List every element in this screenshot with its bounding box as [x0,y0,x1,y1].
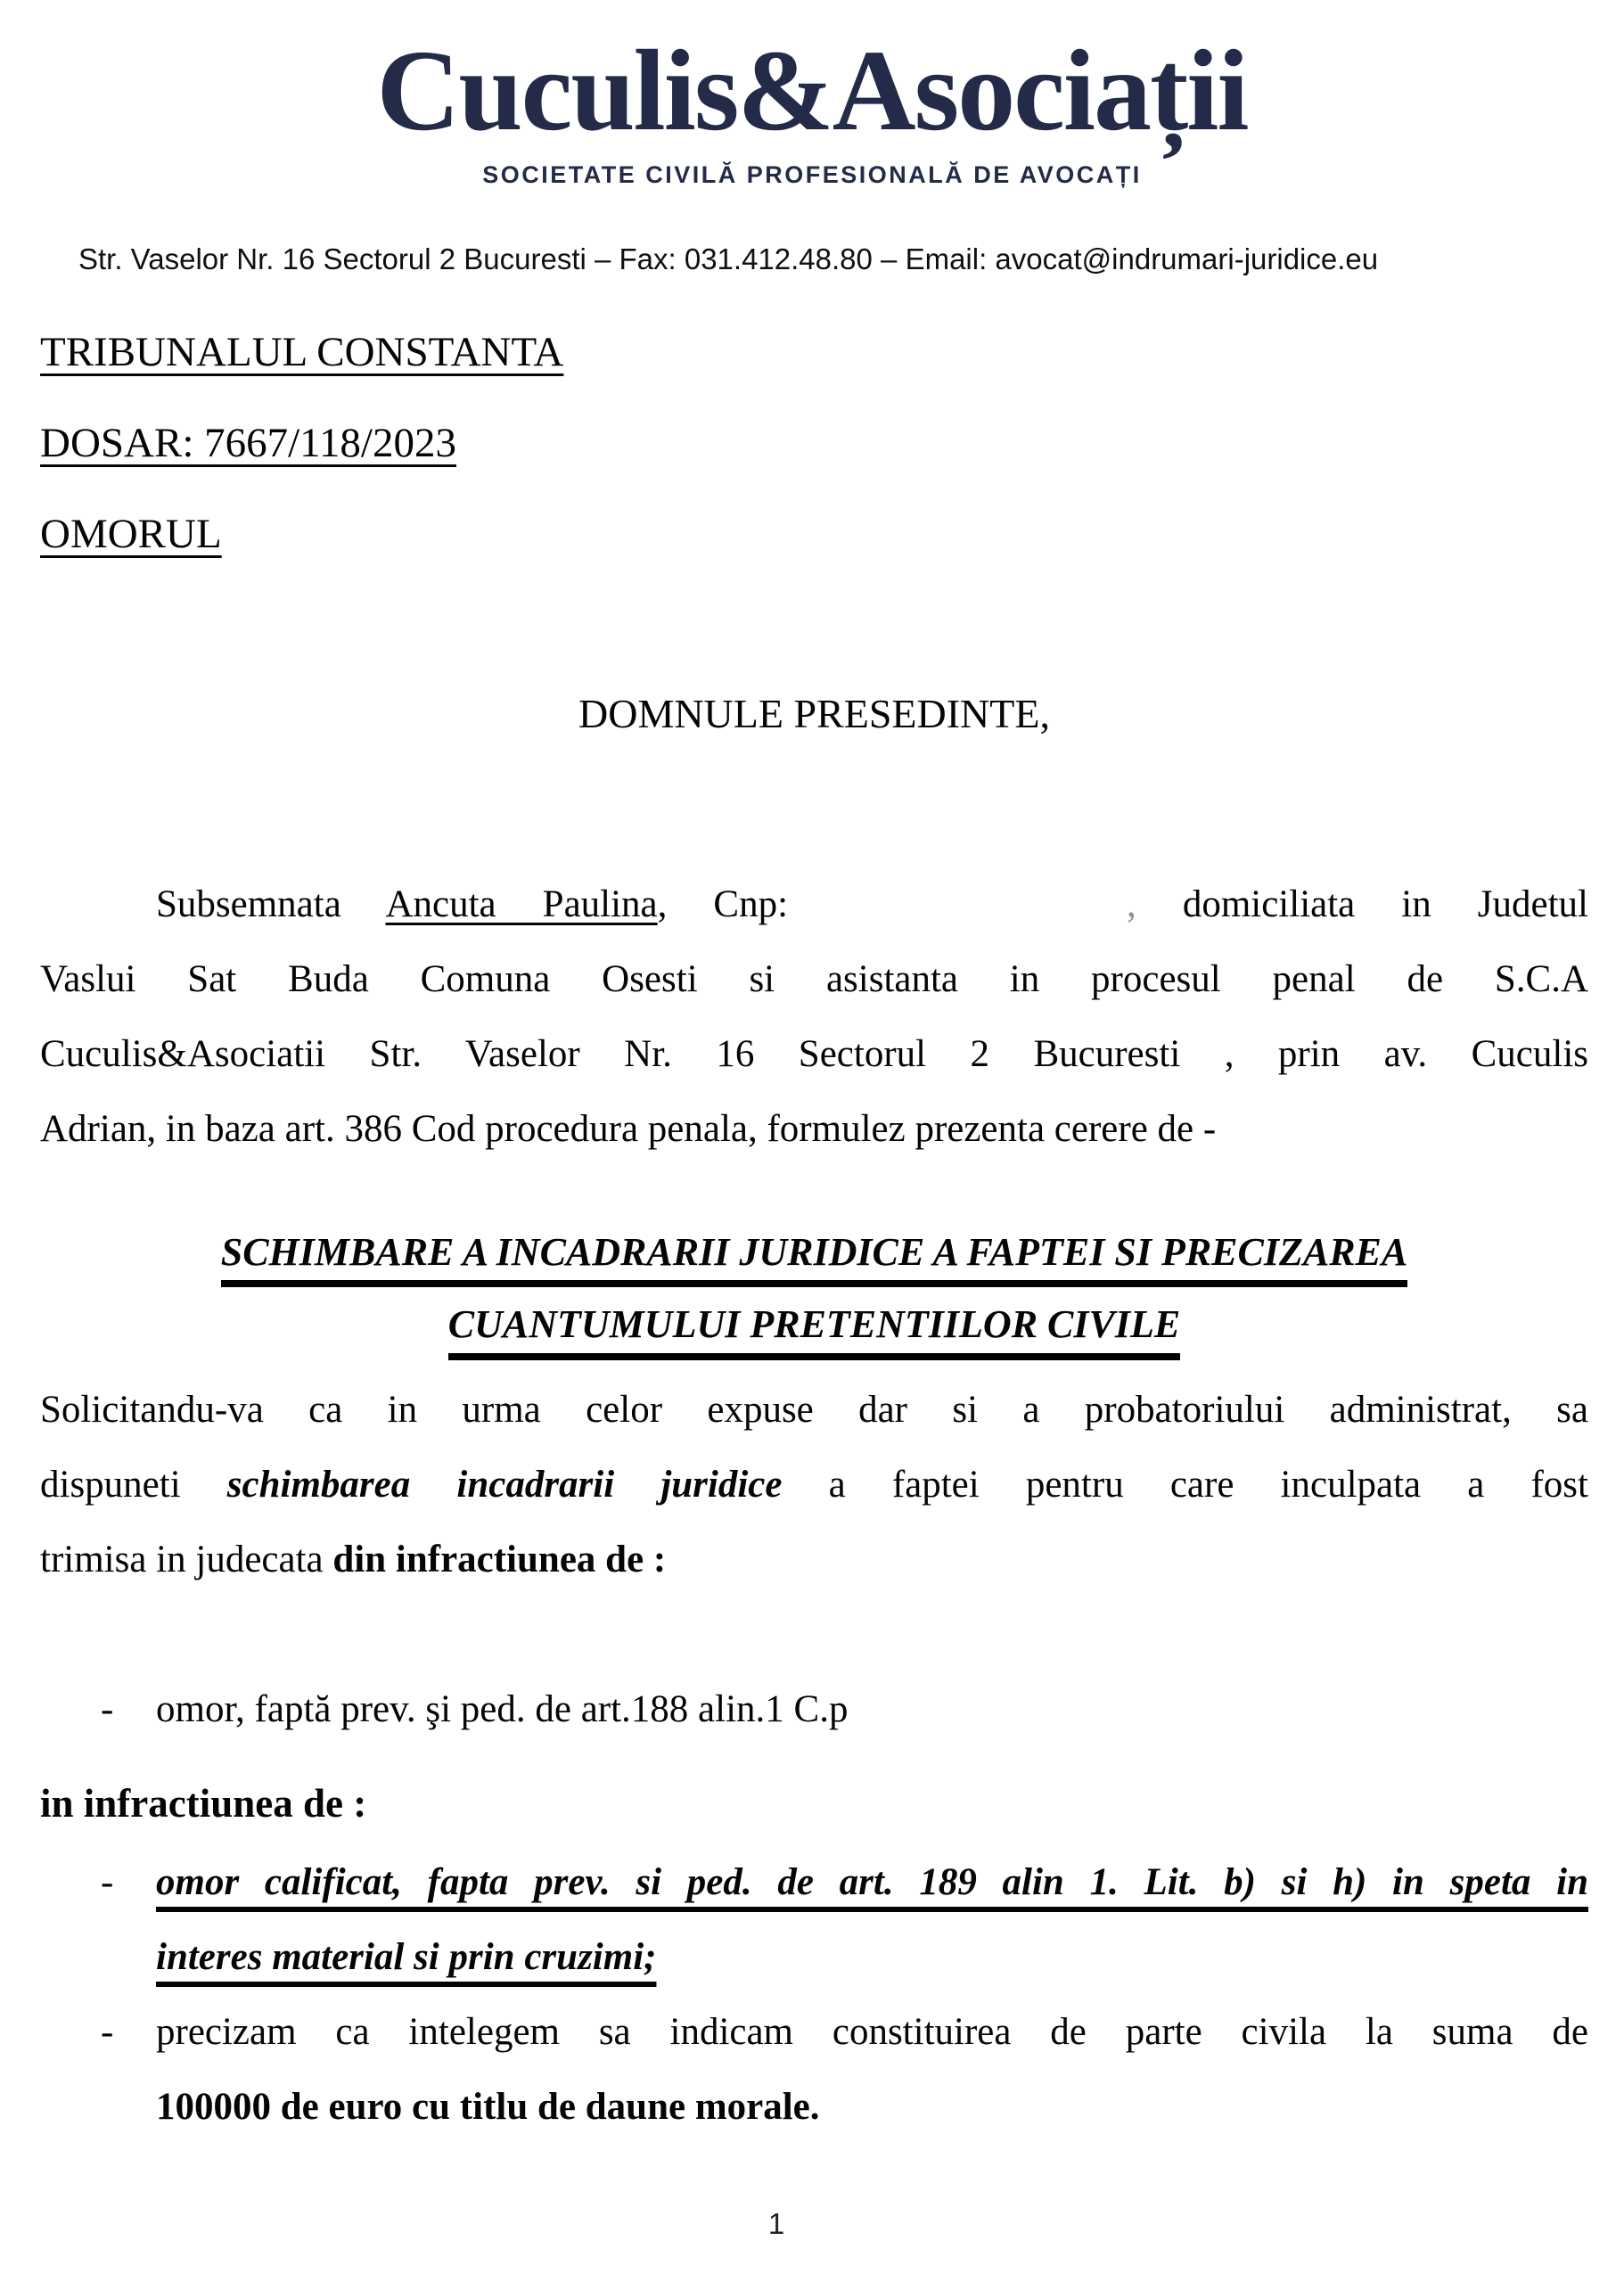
logo-title: Cuculis&Asociații [376,27,1248,155]
law-firm-logo [0,27,1624,155]
claimant-name: Ancuta Paulina [385,882,658,925]
court-title: TRIBUNALUL CONSTANTA [40,328,564,375]
list-item-qualified-murder [40,1845,1588,1995]
intro-line-3: Cuculis&Asociatii Str. Vaselor Nr. 16 Sectorul 2 Bucuresti , prin av. Cuculis [40,1032,1588,1075]
civil-claim-line-1: precizam ca intelegem sa indicam constituirea de parte civila la suma de [156,2011,1588,2054]
request-title-line-1: SCHIMBARE A INCADRARII JURIDICE A FAPTEI SI PRECIZAREA [221,1229,1408,1288]
intro-line-2: Vaslui Sat Buda Comuna Osesti si asistanta in procesul penal de S.C.A [40,957,1588,1000]
qualified-murder-line-1: omor calificat, fapta prev. si ped. de art. 189 alin 1. Lit. b) si h) in speta in [156,1861,1588,1904]
from-offense-text: omor, faptă prev. şi ped. de art.188 alin.1 C.p [156,1688,849,1731]
list-item-civil-claim [40,1995,1588,2145]
request-line-3: trimisa in judecata din infractiunea de : [40,1539,667,1581]
request-paragraph [40,1373,1588,1597]
scan-artifact: , [1127,882,1136,925]
case-number: DOSAR: 7667/118/2023 [40,419,456,466]
case-headings [40,328,1588,558]
salutation: DOMNULE PRESEDINTE, [578,690,1050,736]
to-offense-label: in infractiunea de : [40,1781,367,1826]
intro-line-4: Adrian, in baza art. 386 Cod procedura penala, formulez prezenta cerere de - [40,1107,1217,1150]
request-title [40,1229,1588,1361]
request-line-2: dispuneti schimbarea incadrarii juridice a faptei pentru care inculpata a fost [40,1464,1588,1506]
civil-claim-line-2: 100000 de euro cu titlu de daune morale. [156,2086,820,2129]
intro-paragraph [40,867,1588,1167]
logo-subtitle: SOCIETATE CIVILĂ PROFESIONALĂ DE AVOCAȚI [482,160,1142,188]
list-item-from-offense [40,1672,1588,1747]
page-number: 1 [767,2207,785,2240]
intro-line-1: Subsemnata Ancuta Paulina, Cnp: , domiciliata in Judetul [156,882,1588,925]
emphasis-phrase: schimbarea incadrarii juridice [226,1464,783,1506]
bullet-dash: - [101,1688,114,1731]
bullet-dash: - [101,2011,114,2054]
to-offense-list [40,1845,1588,2145]
request-line-1: Solicitandu-va ca in urma celor expuse dar si a probatoriului administrat, sa [40,1389,1588,1432]
qualified-murder-line-2: interes material si prin cruzimi; [156,1936,657,1979]
request-title-line-2: CUANTUMULUI PRETENTIILOR CIVILE [448,1301,1180,1360]
address-line: Str. Vaselor Nr. 16 Sectorul 2 Bucuresti – Fax: 031.412.48.80 – Email: avocat@indrumari-juridice.eu [78,242,1379,275]
bullet-dash: - [101,1861,114,1904]
case-subject: OMORUL [40,510,222,557]
